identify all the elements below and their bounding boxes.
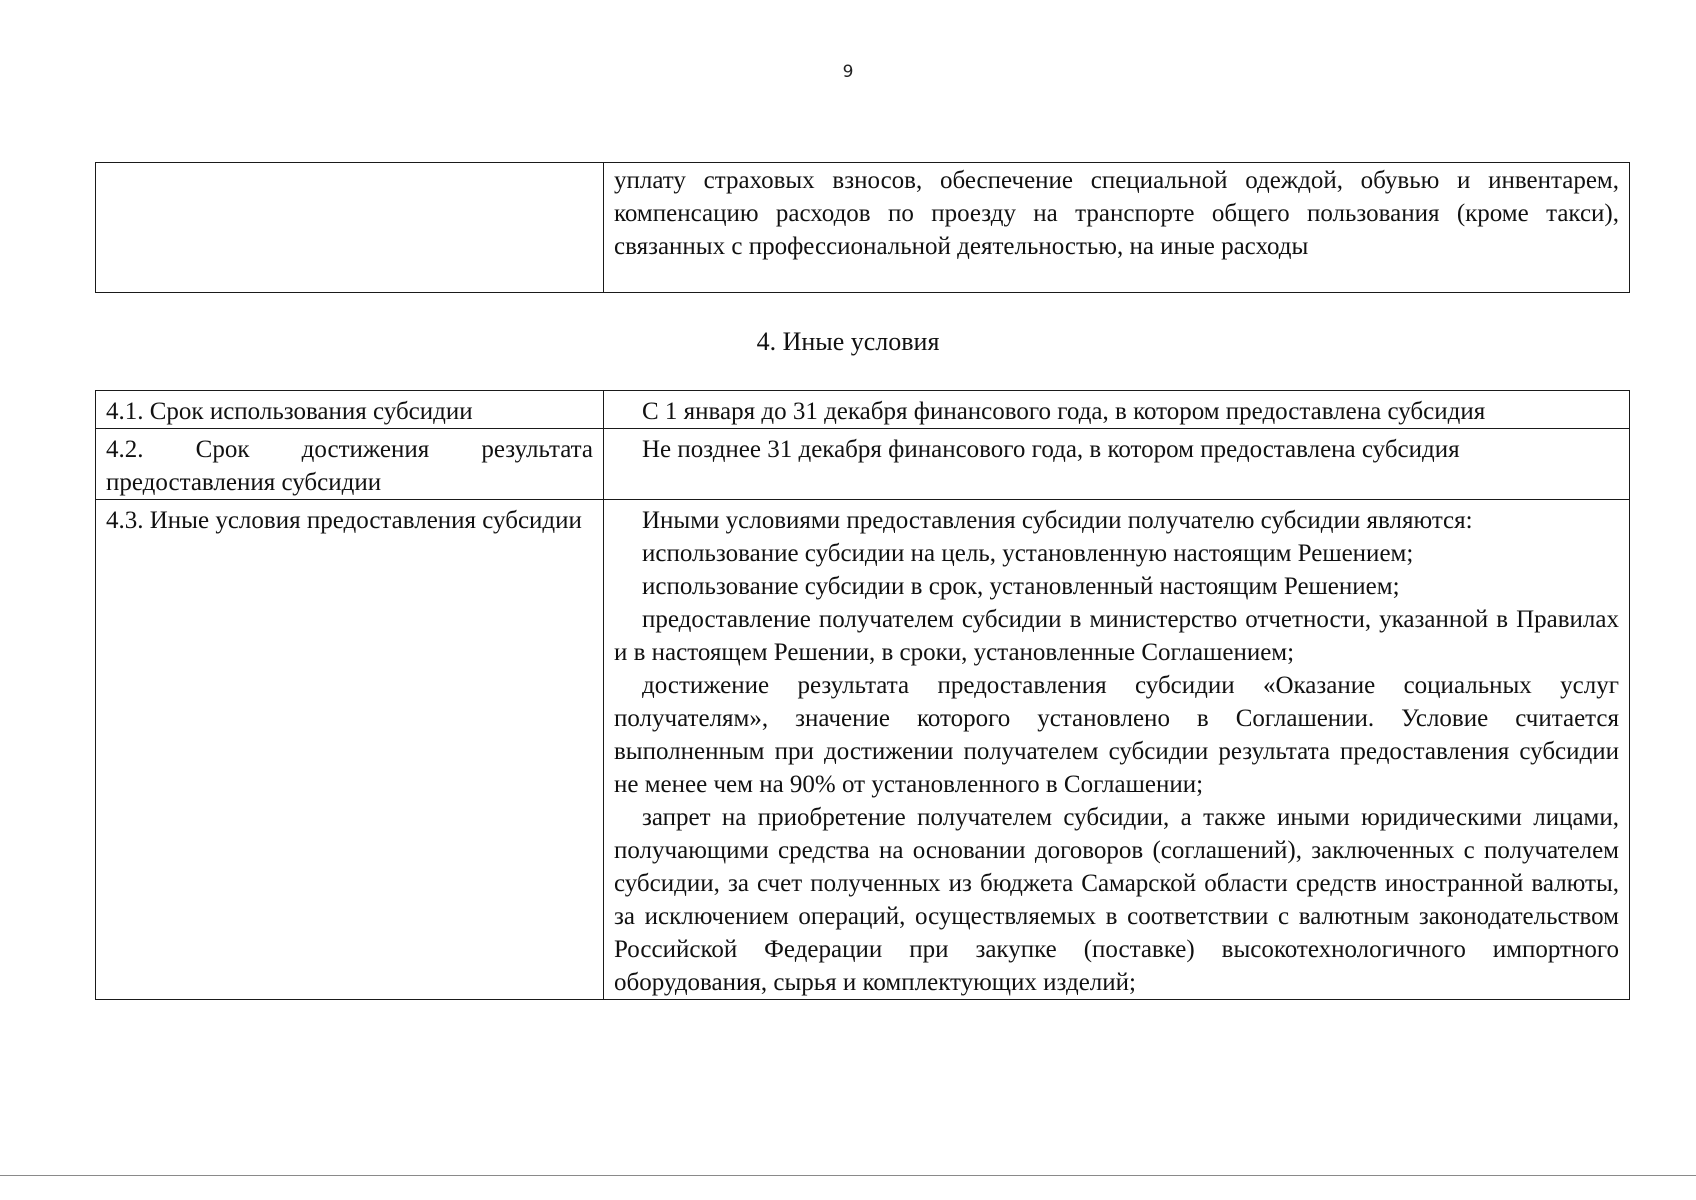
- condition-label: 4.3. Иные условия предоставления субсидии: [96, 500, 604, 1000]
- continued-table: [95, 162, 1630, 293]
- bottom-divider: [0, 1175, 1696, 1176]
- condition-paragraph: Иными условиями предоставления субсидии получателю субсидии являются:: [642, 507, 1473, 534]
- page-number: 9: [842, 62, 854, 82]
- condition-value: [604, 429, 1630, 500]
- conditions-table: [95, 390, 1630, 1000]
- condition-text: Не позднее 31 декабря финансового года, в котором предоставлена субсидия: [642, 436, 1460, 463]
- condition-paragraph: предоставление получателем субсидии в министерство отчетности, указанной в Правилах и в настоящем Решении, в сроки, установленные Соглашением;: [614, 606, 1619, 666]
- condition-value: [604, 391, 1630, 429]
- table-row: [96, 391, 1630, 429]
- table-row: [96, 500, 1630, 1000]
- condition-paragraph: использование субсидии в срок, установленный настоящим Решением;: [642, 573, 1400, 600]
- condition-label: 4.2. Срок достижения результата предоставления субсидии: [96, 429, 604, 500]
- table-row: [96, 429, 1630, 500]
- condition-paragraph: запрет на приобретение получателем субсидии, а также иными юридическими лицами, получающими средства на основании договоров (соглашений), заключенных с получателем субсидии, за счет полученных из бюджета Самарской области средств иностранной валюты, за исключением операций, осуществляемых в соответствии с валютным законодательством Российской Федерации при закупке (поставке) высокотехнологичного импортного оборудования, сырья и комплектующих изделий;: [614, 804, 1619, 996]
- condition-paragraph: достижение результата предоставления субсидии «Оказание социальных услуг получателям», значение которого установлено в Соглашении. Условие считается выполненным при достижении получателем субсидии результата предоставления субсидии не менее чем на 90% от установленного в Соглашении;: [614, 672, 1619, 798]
- condition-value: [604, 500, 1630, 1000]
- condition-paragraph: использование субсидии на цель, установленную настоящим Решением;: [642, 540, 1414, 567]
- condition-text: С 1 января до 31 декабря финансового года, в котором предоставлена субсидия: [642, 398, 1486, 425]
- table-cell-expenses: уплату страховых взносов, обеспечение специальной одеждой, обувью и инвентарем, компенсацию расходов по проезду на транспорте общего пользования (кроме такси), связанных с профессиональной деятельностью, на иные расходы: [604, 163, 1630, 293]
- table-row: [96, 163, 1630, 293]
- section-heading: 4. Иные условия: [756, 327, 940, 356]
- condition-label: 4.1. Срок использования субсидии: [96, 391, 604, 429]
- table-cell-empty: [96, 163, 604, 293]
